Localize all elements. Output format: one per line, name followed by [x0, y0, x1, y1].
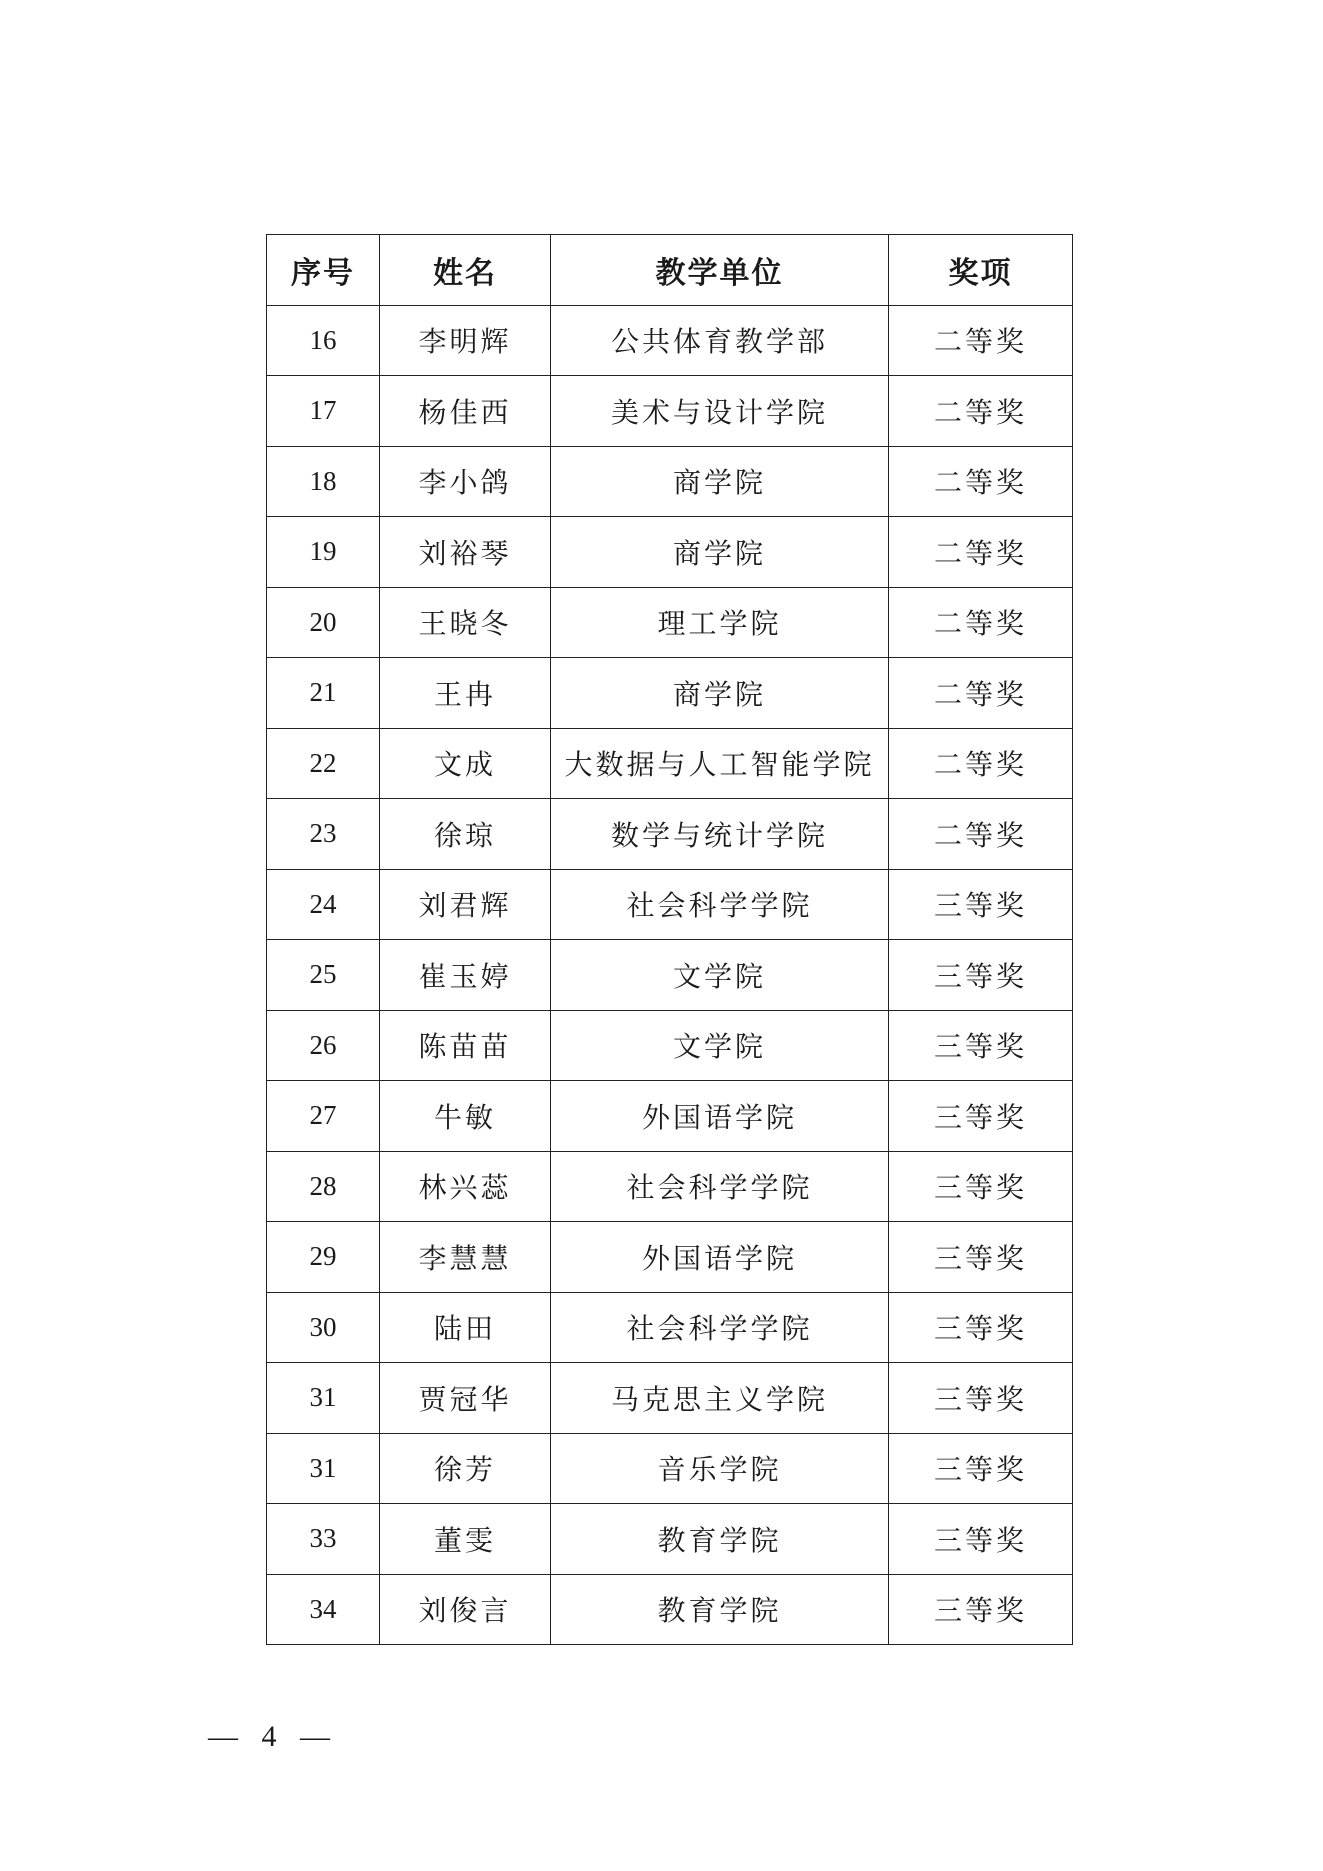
cell-serial-number: 31: [267, 1363, 380, 1434]
cell-teaching-unit: 社会科学学院: [551, 1151, 889, 1222]
page-number: — 4 —: [208, 1720, 338, 1753]
table-row: [267, 305, 1073, 376]
table-row: [267, 869, 1073, 940]
table-row: [267, 1081, 1073, 1152]
cell-serial-number: 22: [267, 728, 380, 799]
cell-award: 三等奖: [889, 940, 1073, 1011]
cell-teaching-unit: 社会科学学院: [551, 1292, 889, 1363]
header-award: 奖项: [889, 235, 1073, 306]
cell-award: 三等奖: [889, 869, 1073, 940]
cell-award: 二等奖: [889, 587, 1073, 658]
cell-teaching-unit: 文学院: [551, 1010, 889, 1081]
cell-name: 刘俊言: [380, 1574, 551, 1645]
cell-teaching-unit: 文学院: [551, 940, 889, 1011]
table-row: [267, 376, 1073, 447]
cell-name: 李明辉: [380, 305, 551, 376]
cell-serial-number: 16: [267, 305, 380, 376]
cell-serial-number: 23: [267, 799, 380, 870]
cell-serial-number: 26: [267, 1010, 380, 1081]
cell-award: 三等奖: [889, 1363, 1073, 1434]
table-row: [267, 1292, 1073, 1363]
table-row: [267, 1504, 1073, 1575]
table-row: [267, 799, 1073, 870]
header-teaching-unit: 教学单位: [551, 235, 889, 306]
table-row: [267, 1222, 1073, 1293]
header-name: 姓名: [380, 235, 551, 306]
cell-serial-number: 19: [267, 517, 380, 588]
cell-serial-number: 30: [267, 1292, 380, 1363]
cell-serial-number: 18: [267, 446, 380, 517]
award-table: [266, 234, 1073, 1645]
cell-teaching-unit: 公共体育教学部: [551, 305, 889, 376]
cell-award: 二等奖: [889, 728, 1073, 799]
cell-name: 徐芳: [380, 1433, 551, 1504]
cell-serial-number: 34: [267, 1574, 380, 1645]
cell-teaching-unit: 外国语学院: [551, 1222, 889, 1293]
cell-teaching-unit: 外国语学院: [551, 1081, 889, 1152]
table-row: [267, 446, 1073, 517]
cell-teaching-unit: 大数据与人工智能学院: [551, 728, 889, 799]
cell-name: 李小鸽: [380, 446, 551, 517]
cell-teaching-unit: 教育学院: [551, 1574, 889, 1645]
header-serial-number: 序号: [267, 235, 380, 306]
table-row: [267, 517, 1073, 588]
cell-award: 三等奖: [889, 1433, 1073, 1504]
cell-teaching-unit: 美术与设计学院: [551, 376, 889, 447]
cell-award: 三等奖: [889, 1010, 1073, 1081]
table-row: [267, 1433, 1073, 1504]
cell-award: 二等奖: [889, 376, 1073, 447]
cell-award: 二等奖: [889, 658, 1073, 729]
cell-name: 牛敏: [380, 1081, 551, 1152]
cell-serial-number: 27: [267, 1081, 380, 1152]
cell-name: 刘裕琴: [380, 517, 551, 588]
cell-teaching-unit: 商学院: [551, 517, 889, 588]
cell-award: 三等奖: [889, 1151, 1073, 1222]
cell-name: 崔玉婷: [380, 940, 551, 1011]
cell-award: 二等奖: [889, 799, 1073, 870]
table-row: [267, 587, 1073, 658]
cell-teaching-unit: 社会科学学院: [551, 869, 889, 940]
cell-teaching-unit: 教育学院: [551, 1504, 889, 1575]
cell-teaching-unit: 马克思主义学院: [551, 1363, 889, 1434]
cell-teaching-unit: 商学院: [551, 658, 889, 729]
cell-name: 贾冠华: [380, 1363, 551, 1434]
table-row: [267, 1010, 1073, 1081]
table-row: [267, 940, 1073, 1011]
cell-name: 王冉: [380, 658, 551, 729]
cell-serial-number: 28: [267, 1151, 380, 1222]
table-row: [267, 1151, 1073, 1222]
cell-serial-number: 29: [267, 1222, 380, 1293]
cell-serial-number: 25: [267, 940, 380, 1011]
table-row: [267, 728, 1073, 799]
cell-award: 三等奖: [889, 1574, 1073, 1645]
cell-serial-number: 17: [267, 376, 380, 447]
cell-name: 徐琼: [380, 799, 551, 870]
cell-name: 刘君辉: [380, 869, 551, 940]
cell-serial-number: 21: [267, 658, 380, 729]
cell-name: 陆田: [380, 1292, 551, 1363]
table-row: [267, 1363, 1073, 1434]
cell-award: 二等奖: [889, 517, 1073, 588]
cell-name: 陈苗苗: [380, 1010, 551, 1081]
cell-teaching-unit: 数学与统计学院: [551, 799, 889, 870]
cell-name: 文成: [380, 728, 551, 799]
cell-teaching-unit: 理工学院: [551, 587, 889, 658]
table-row: [267, 1574, 1073, 1645]
table-row: [267, 658, 1073, 729]
cell-name: 董雯: [380, 1504, 551, 1575]
cell-award: 三等奖: [889, 1292, 1073, 1363]
cell-teaching-unit: 音乐学院: [551, 1433, 889, 1504]
cell-award: 二等奖: [889, 446, 1073, 517]
cell-award: 三等奖: [889, 1081, 1073, 1152]
cell-award: 三等奖: [889, 1222, 1073, 1293]
cell-name: 杨佳西: [380, 376, 551, 447]
cell-teaching-unit: 商学院: [551, 446, 889, 517]
cell-serial-number: 33: [267, 1504, 380, 1575]
cell-serial-number: 31: [267, 1433, 380, 1504]
cell-award: 三等奖: [889, 1504, 1073, 1575]
cell-serial-number: 24: [267, 869, 380, 940]
cell-award: 二等奖: [889, 305, 1073, 376]
table-header-row: [267, 235, 1073, 306]
cell-name: 李慧慧: [380, 1222, 551, 1293]
cell-name: 王晓冬: [380, 587, 551, 658]
cell-name: 林兴蕊: [380, 1151, 551, 1222]
cell-serial-number: 20: [267, 587, 380, 658]
